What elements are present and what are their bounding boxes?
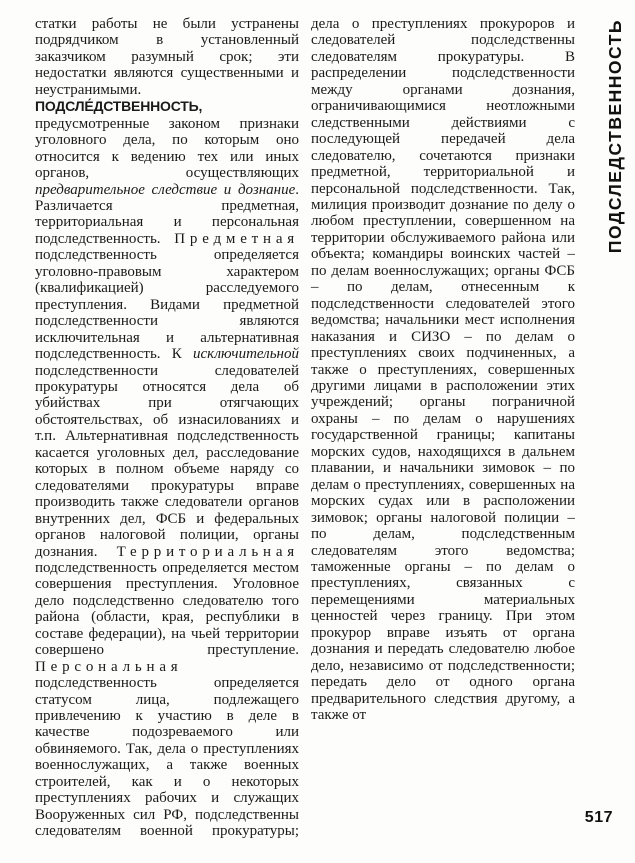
text-segment-normal: статки работы не были устранены подрядчиком в установленный заказчиком разумный срок; эти недостатки являются существенными и неустранимыми. — [35, 16, 299, 98]
running-head-vertical: ПОДСЛЕДСТВЕННОСТЬ — [605, 19, 625, 254]
text-segment-italic: исключительной — [193, 346, 299, 363]
text-segment-normal: подследственности следователей прокуратуры относятся дела об убийствах при отягчающих обстоятельствах, об изнасилованиях и т.п. Альтернативная подследственность касается уголовных дел, расследование которых в полном объеме наряду со следователями прокуратуры вправе производить также следователи органов внутренних дел, ФСБ и федеральных органов налоговой полиции, органы дознания. — [35, 362, 299, 560]
continuation-paragraph — [35, 16, 299, 98]
text-segment-normal: подследственность определяется статусом лица, подлежащего привлечению к участию в деле в качестве подозреваемого или обвиняемого. Так, дела о преступлениях военнослужащих, а также военных строителей, как и о некоторых преступлениях рабочих и служащих Вооруженных сил РФ, подследственны следователям военной прокуратуры; дела о преступлениях прокуроров и следователей подследственны следователям прокуратуры. В распределении подследственности между органами дознания, ограничивающимися неотложными следственными действиями с последующей передачей дела следователю, сочетаются признаки предметной, территориальной и персональной подследственности. Так, милиция производит дознание по делу о любом преступлении, совершенном на территории обслуживаемого района или объекта; командиры воинских частей – по делам военнослужащих; органы ФСБ – по делам, отнесенным к подследственности следователей этого ведомства; начальники мест исполнения наказания и СИЗО – по делам о преступлениях своих подчиненных, а также о преступлениях, совершенных другими лицами в расположении этих учреждений; органы пограничной охраны – по делам о нарушениях государственной границы; капитаны морских судов, находящихся в дальнем плавании, и начальники зимовок – по делам о преступлениях, совершенных на морских судах или в расположении зимовок; органы налоговой полиции – по делам, подследственным следователям этого ведомства; таможенные органы – по делам о преступлениях, связанных с перемещениями материальных ценностей через границу. При этом прокурор вправе изъять от органа дознания и передать следователю любое дело, независимо от подследственности; передать дело от одного органа предварительного следствия другому, а также от — [35, 16, 575, 840]
text-segment-italic: предварительное следствие и дознание — [35, 181, 296, 198]
text-segment-spaced: Территориальная — [116, 543, 299, 560]
text-segment-normal: подследственность определяется уголовно-правовым характером (квалификацией) расследуемого преступления. Видами предметной подследственности являются исключительная и альтернативная подследственность. К — [35, 247, 299, 363]
text-segment-normal: подследственность определяется местом совершения преступления. Уголовное дело подследственно следователю того района (области, края, республики в составе федерации), на чьей территории совершено преступление. — [35, 559, 299, 659]
entry-paragraph — [35, 16, 575, 844]
text-segment-normal: предусмотренные законом признаки уголовного дела, по которым оно относится к ведению тех или иных органов, осуществляющих — [35, 115, 299, 182]
text-segment-normal: . Различается предметная, территориальная и персональная подследственность. — [35, 181, 299, 247]
text-segment-spaced: Предметная — [174, 230, 299, 247]
article-text-columns — [35, 16, 575, 844]
page-number: 517 — [584, 809, 613, 826]
entry-headword: ПОДСЛЕ́ДСТВЕННОСТЬ, — [35, 98, 203, 115]
text-segment-spaced: Персональная — [35, 658, 183, 675]
